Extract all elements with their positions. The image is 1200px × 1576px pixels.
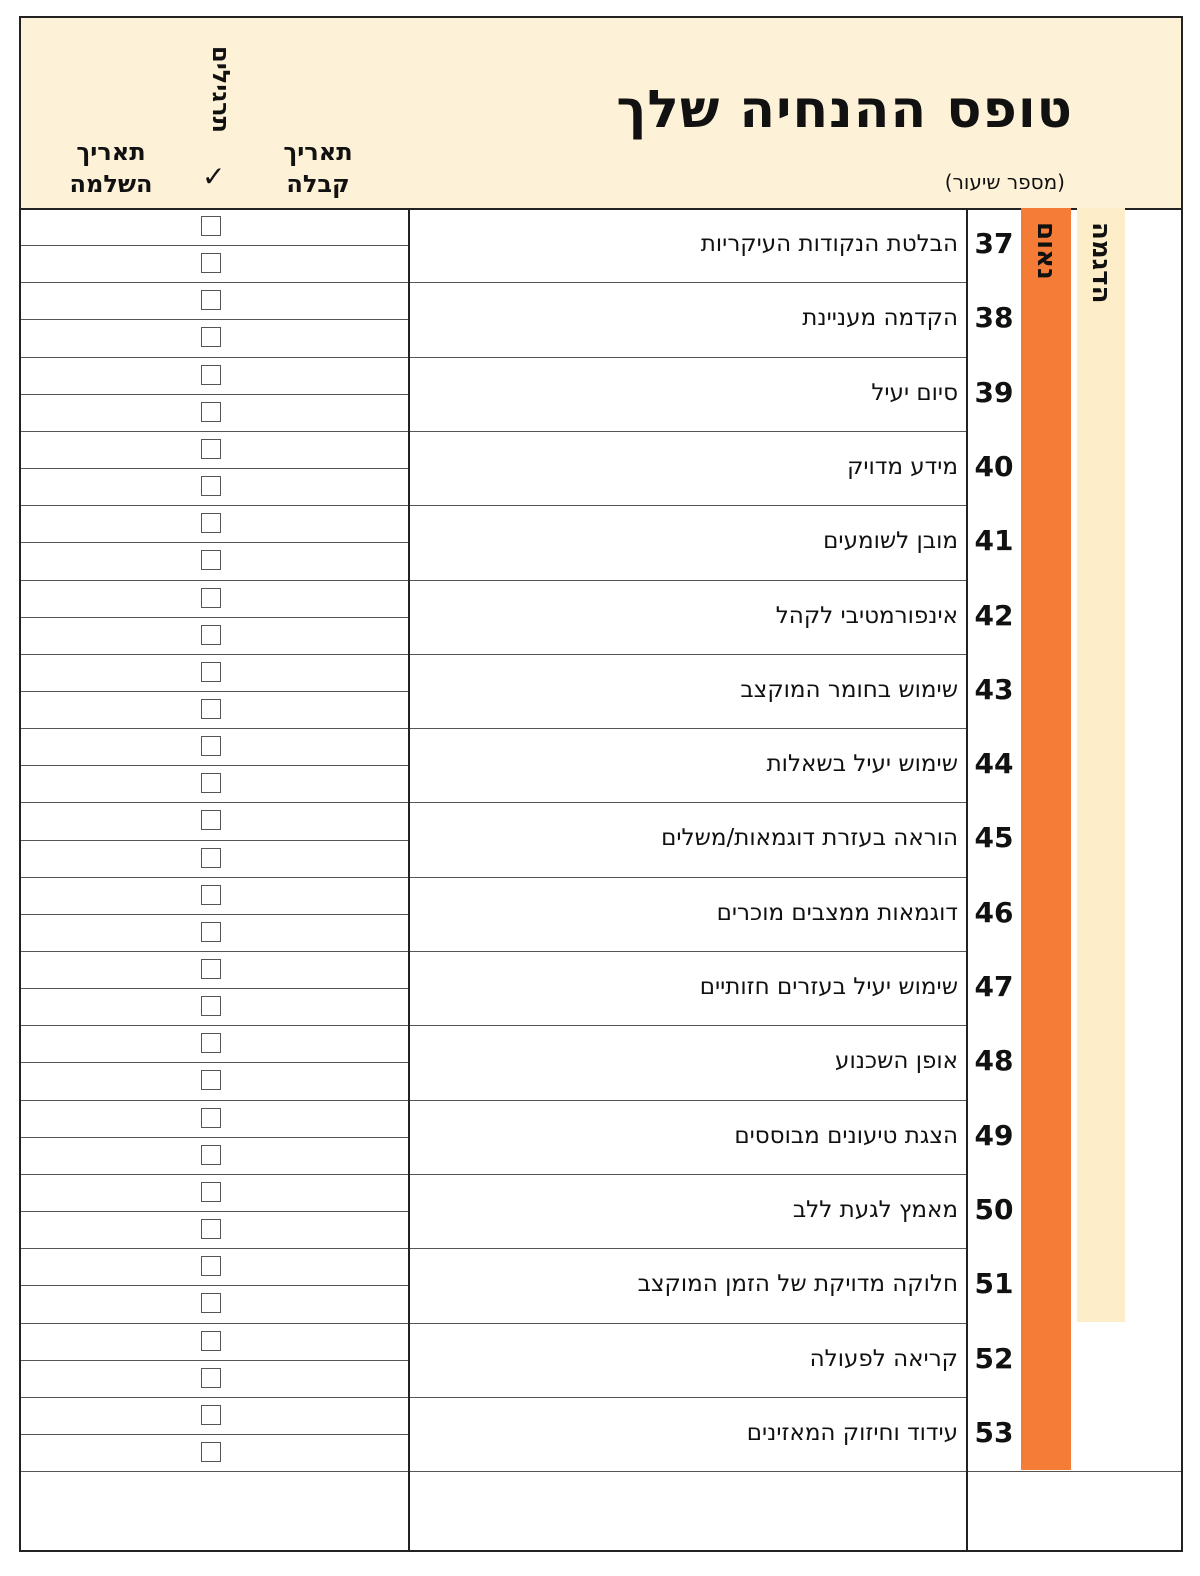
subrow-divider (21, 691, 408, 692)
assignment-checkbox[interactable] (201, 885, 221, 905)
subrow-divider (21, 840, 408, 841)
row-divider (409, 728, 967, 729)
assignment-checkbox[interactable] (201, 327, 221, 347)
lesson-number: 43 (974, 672, 1014, 706)
checkmark-icon: ✓ (202, 160, 226, 193)
lesson-name: חלוקה מדויקת של הזמן המוקצב (637, 1271, 958, 1298)
delivery-bar (1077, 208, 1125, 1322)
lesson-number: 39 (974, 375, 1014, 409)
lesson-row (410, 210, 1022, 284)
lesson-number: 38 (974, 301, 1014, 335)
subrow-divider (21, 914, 408, 915)
lesson-number: 51 (974, 1267, 1014, 1301)
row-divider (409, 357, 967, 358)
assignment-checkbox[interactable] (201, 216, 221, 236)
row-divider (409, 1323, 967, 1324)
assignment-checkbox[interactable] (201, 1331, 221, 1351)
lesson-name: מובן לשומעים (823, 528, 958, 555)
assignment-checkbox[interactable] (201, 1182, 221, 1202)
subrow-divider (21, 1397, 408, 1398)
lesson-name: הבלטת הנקודות העיקריות (700, 231, 958, 257)
assignment-checkbox[interactable] (201, 253, 221, 273)
subrow-divider (21, 431, 408, 432)
assignment-checkbox[interactable] (201, 402, 221, 422)
assignment-checkbox[interactable] (201, 365, 221, 385)
lesson-number: 52 (974, 1341, 1014, 1375)
lesson-number-caption: (מספר שיעור) (944, 170, 1065, 194)
lesson-row (410, 359, 1022, 433)
subrow-divider (21, 1323, 408, 1324)
subrow-divider (21, 1062, 408, 1063)
subrow-divider (21, 765, 408, 766)
lesson-number: 40 (974, 449, 1014, 483)
completion-date-header: תאריך השלמה (69, 138, 153, 198)
subrow-divider (21, 1471, 408, 1472)
form-title: טופס ההנחיה שלך (616, 80, 1073, 140)
lesson-number: 50 (974, 1192, 1014, 1226)
assignment-checkbox[interactable] (201, 922, 221, 942)
assignment-checkbox[interactable] (201, 588, 221, 608)
subrow-divider (21, 394, 408, 395)
subrow-divider (21, 1025, 408, 1026)
form-header (21, 18, 1181, 210)
row-divider (409, 1397, 967, 1398)
lesson-name: שימוש בחומר המוקצב (740, 676, 958, 703)
row-divider (409, 802, 967, 803)
subrow-divider (21, 505, 408, 506)
lesson-number: 48 (974, 1044, 1014, 1078)
subrow-divider (21, 1434, 408, 1435)
lesson-number: 41 (974, 524, 1014, 558)
subrow-divider (21, 617, 408, 618)
assignment-checkbox[interactable] (201, 1070, 221, 1090)
assignment-checkbox[interactable] (201, 1442, 221, 1462)
subrow-divider (21, 1285, 408, 1286)
row-divider (409, 654, 967, 655)
row-divider (409, 1471, 967, 1472)
subrow-divider (21, 1137, 408, 1138)
lesson-number: 37 (974, 227, 1014, 260)
lesson-row (410, 1027, 1022, 1101)
guidance-form (19, 16, 1183, 1552)
lesson-name: הוראה בעזרת דוגמאות/משלים (661, 825, 958, 852)
row-divider (409, 1100, 967, 1101)
subrow-divider (21, 357, 408, 358)
lesson-row (410, 1176, 1022, 1250)
subrow-divider (21, 542, 408, 543)
subrow-divider (21, 319, 408, 320)
lesson-row (410, 1250, 1022, 1324)
speech-bar (1021, 208, 1071, 1470)
assignment-checkbox[interactable] (201, 736, 221, 756)
row-divider (409, 1248, 967, 1249)
lesson-row (410, 433, 1022, 507)
assignment-checkbox[interactable] (201, 1219, 221, 1239)
row-divider (409, 1174, 967, 1175)
subrow-divider (21, 877, 408, 878)
row-divider (409, 580, 967, 581)
subrow-divider (21, 802, 408, 803)
row-divider (409, 877, 967, 878)
lesson-row (410, 879, 1022, 953)
column-divider-left (408, 208, 410, 1552)
row-divider (409, 1025, 967, 1026)
assignment-checkbox[interactable] (201, 625, 221, 645)
lesson-row (410, 1102, 1022, 1176)
subrow-divider (21, 654, 408, 655)
assignment-checkbox[interactable] (201, 1108, 221, 1128)
lesson-name: עידוד וחיזוק המאזינים (746, 1419, 958, 1446)
subrow-divider (21, 282, 408, 283)
assignment-checkbox[interactable] (201, 290, 221, 310)
lesson-name: מידע מדויק (847, 453, 958, 480)
lesson-row (410, 582, 1022, 656)
assignment-checkbox[interactable] (201, 513, 221, 533)
subrow-divider (21, 1174, 408, 1175)
received-date-header: תאריך קבלה (283, 138, 353, 198)
lesson-row (410, 1399, 1022, 1473)
subrow-divider (21, 988, 408, 989)
lesson-row (410, 730, 1022, 804)
assignment-checkbox[interactable] (201, 699, 221, 719)
assignment-checkbox[interactable] (201, 848, 221, 868)
row-divider (409, 282, 967, 283)
lesson-row (410, 656, 1022, 730)
lesson-name: אופן השכנוע (835, 1048, 958, 1075)
assignment-checkbox[interactable] (201, 1033, 221, 1053)
lesson-name: הקדמה מעניינת (802, 305, 958, 332)
assignment-checkbox[interactable] (201, 1293, 221, 1313)
lesson-number: 47 (974, 970, 1014, 1003)
row-divider (967, 1471, 1181, 1472)
lesson-number: 46 (974, 895, 1014, 929)
subrow-divider (21, 468, 408, 469)
lesson-name: סיום יעיל (871, 379, 958, 406)
subrow-divider (21, 728, 408, 729)
subrow-divider (21, 1100, 408, 1101)
lesson-row (410, 507, 1022, 581)
lesson-number: 49 (974, 1118, 1014, 1152)
subrow-divider (21, 951, 408, 952)
lesson-name: מאמץ לגעת ללב (792, 1196, 958, 1223)
lesson-name: הצגת טיעונים מבוססים (734, 1122, 958, 1149)
lesson-number: 53 (974, 1415, 1014, 1449)
assignment-checkbox[interactable] (201, 959, 221, 979)
assignments-header: תרגילים (207, 46, 235, 133)
lesson-row (410, 284, 1022, 358)
assignment-checkbox[interactable] (201, 1256, 221, 1276)
assignment-checkbox[interactable] (201, 476, 221, 496)
lesson-name: שימוש יעיל בשאלות (766, 751, 958, 778)
subrow-divider (21, 580, 408, 581)
assignment-checkbox[interactable] (201, 996, 221, 1016)
subrow-divider (21, 245, 408, 246)
assignment-checkbox[interactable] (201, 1368, 221, 1388)
subrow-divider (21, 1360, 408, 1361)
lesson-row (410, 953, 1022, 1027)
row-divider (409, 505, 967, 506)
lesson-row (410, 1325, 1022, 1399)
row-divider (409, 431, 967, 432)
column-divider-number (966, 208, 968, 1552)
speech-label: נאום (1031, 222, 1061, 280)
delivery-label: הדגמה (1086, 222, 1116, 304)
assignment-checkbox[interactable] (201, 550, 221, 570)
subrow-divider (21, 1248, 408, 1249)
lesson-name: קריאה לפעולה (809, 1345, 958, 1372)
lesson-number: 45 (974, 821, 1014, 855)
assignment-checkbox[interactable] (201, 662, 221, 682)
subrow-divider (21, 1211, 408, 1212)
lesson-row (410, 804, 1022, 878)
assignment-checkbox[interactable] (201, 810, 221, 830)
lesson-number: 44 (974, 747, 1014, 781)
lesson-name: אינפורמטיבי לקהל (775, 602, 958, 629)
assignment-checkbox[interactable] (201, 439, 221, 459)
assignment-checkbox[interactable] (201, 1405, 221, 1425)
lesson-name: שימוש יעיל בעזרים חזותיים (699, 974, 958, 1000)
lesson-name: דוגמאות ממצבים מוכרים (716, 899, 958, 926)
assignment-checkbox[interactable] (201, 773, 221, 793)
lesson-number: 42 (974, 598, 1014, 632)
row-divider (409, 951, 967, 952)
assignment-checkbox[interactable] (201, 1145, 221, 1165)
